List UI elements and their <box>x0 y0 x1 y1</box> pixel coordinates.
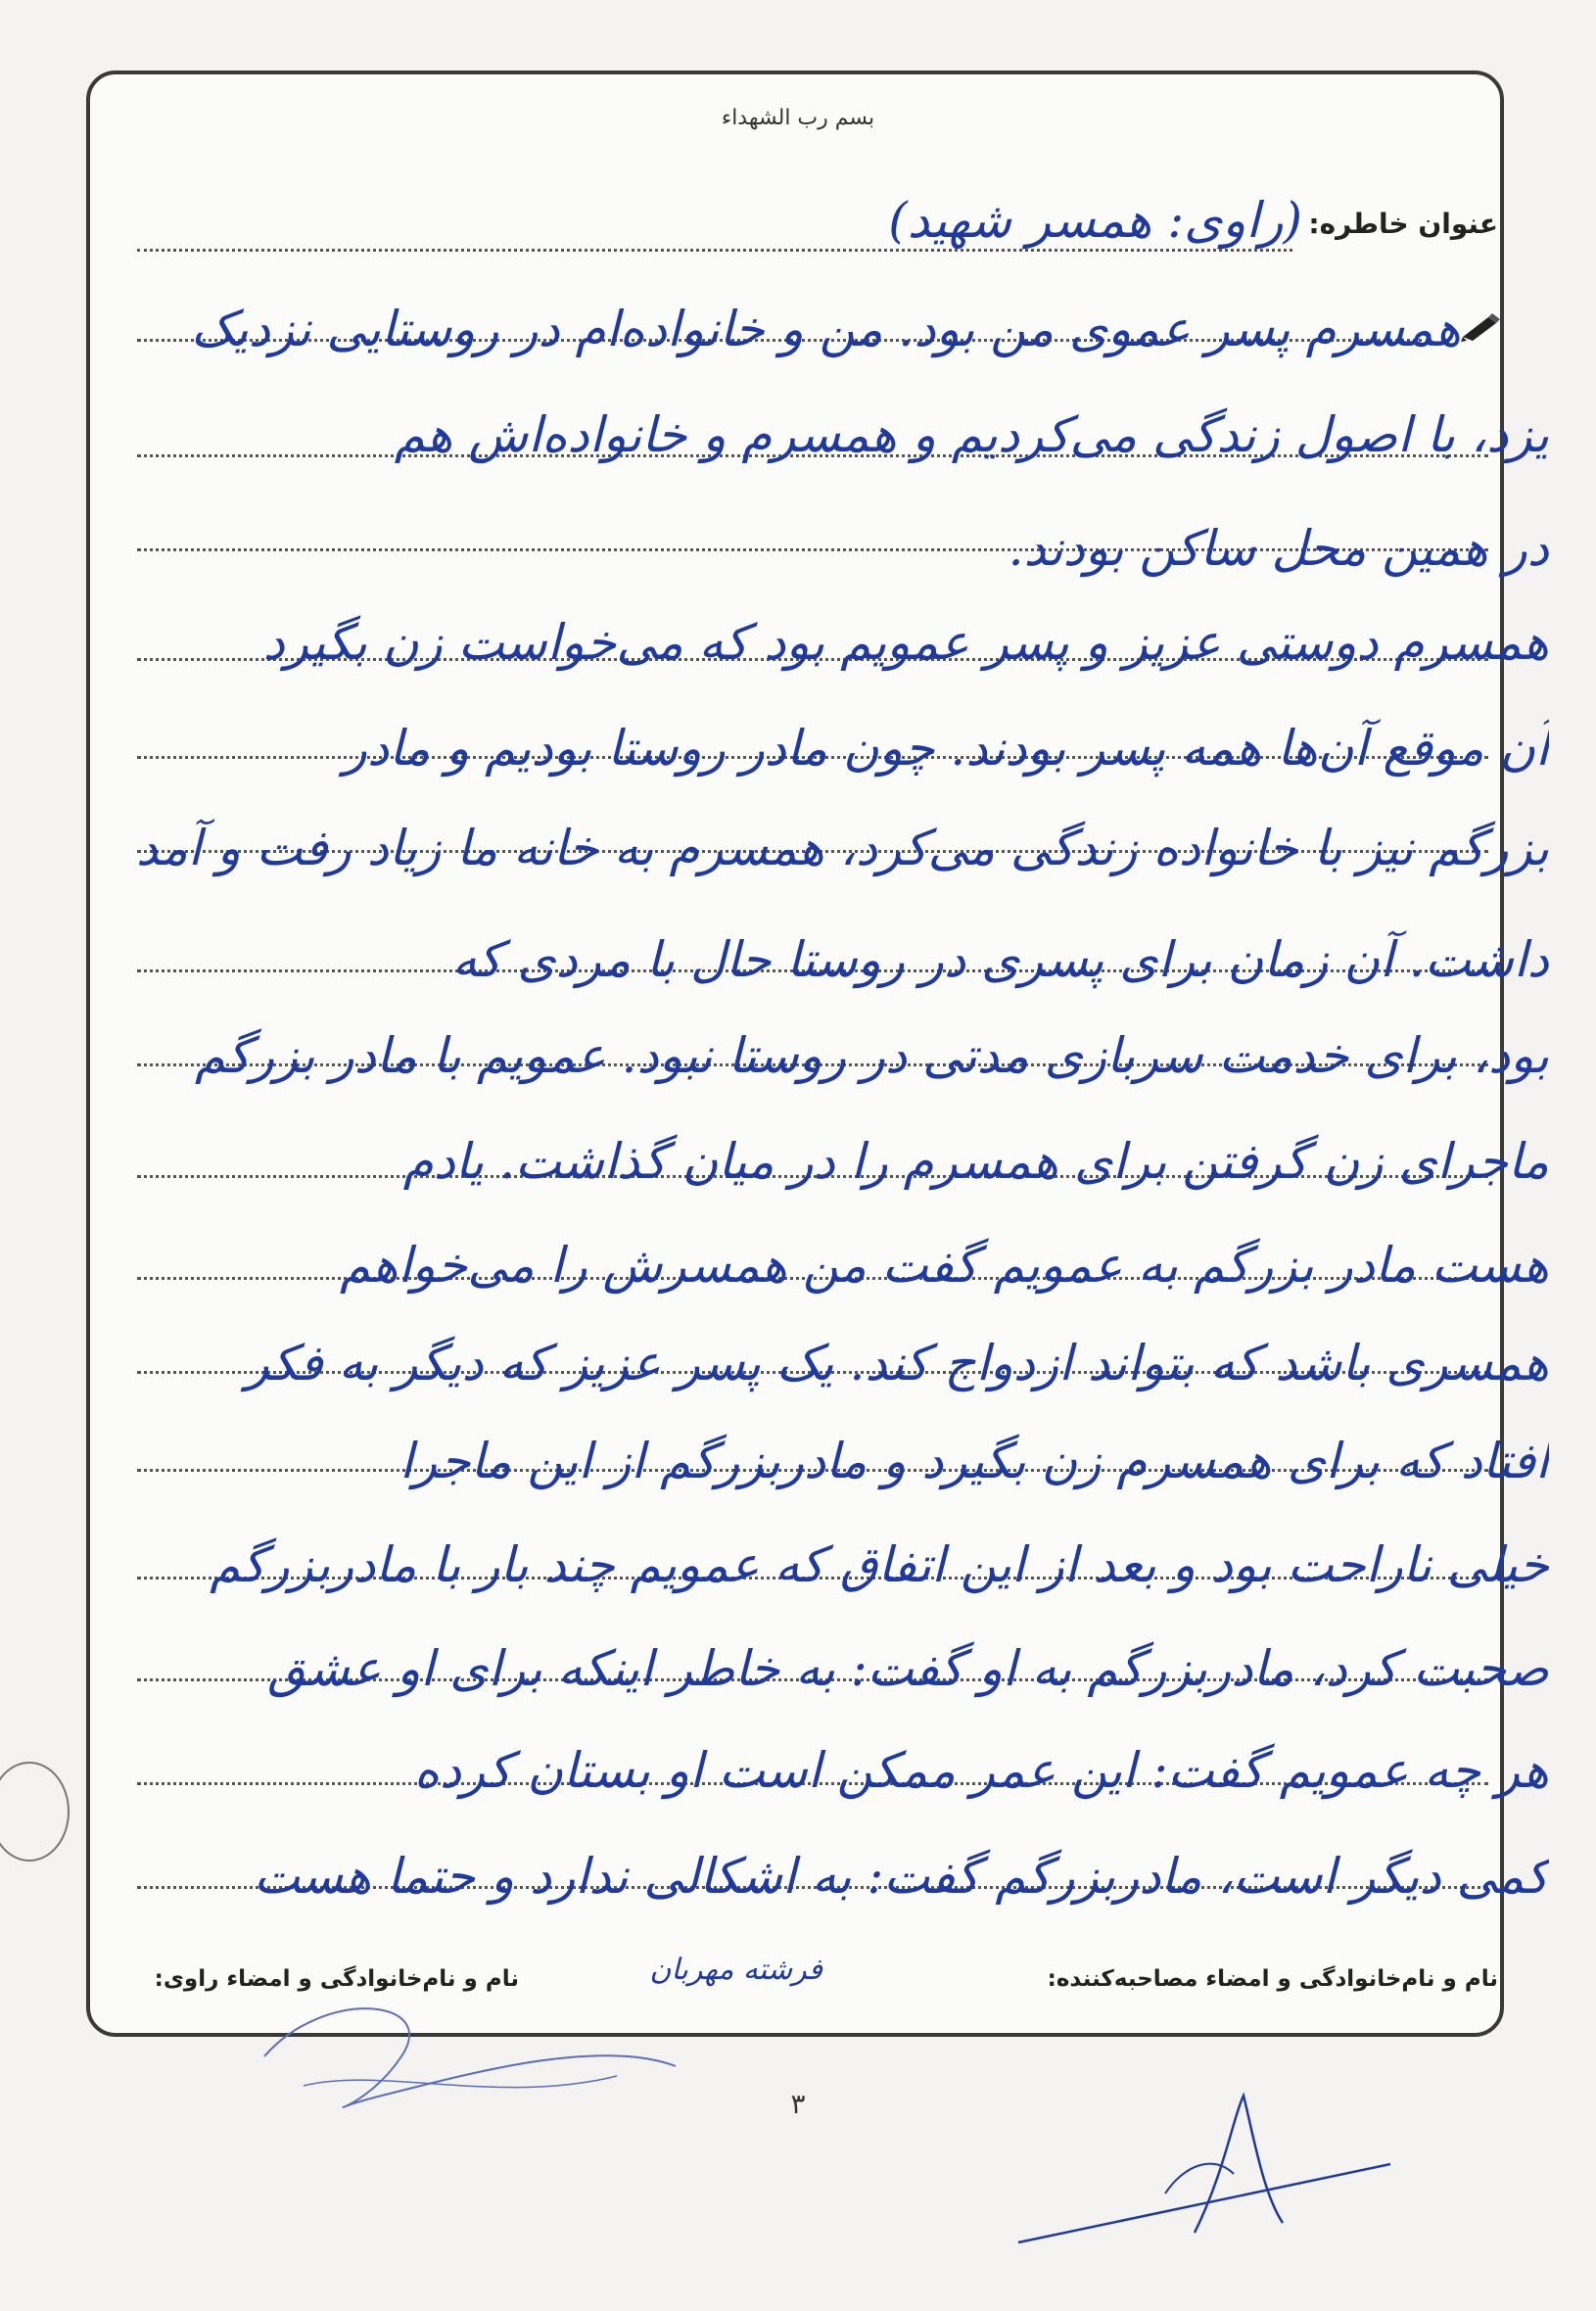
margin-circle-mark <box>0 1753 78 1870</box>
handwritten-line: هر چه عمویم گفت: این عمر ممکن است او بستان کرده <box>413 1742 1549 1799</box>
interviewer-label: نام و نام‌خانوادگی و امضاء مصاحبه‌کننده: <box>1047 1966 1498 1992</box>
interviewer-signature: فرشته مهربان <box>649 1953 822 1987</box>
handwritten-line: کمی دیگر است، مادربزرگم گفت: به اشکالی ندارد و حتما هست <box>254 1848 1549 1905</box>
handwritten-line: داشت. آن زمان برای پسری در روستا حال با مردی که <box>451 931 1549 988</box>
bismillah-heading: بسم رب الشهداء <box>721 106 875 130</box>
handwritten-line: یزد، با اصول زندگی می‌کردیم و همسرم و خانواده‌اش هم <box>394 406 1549 463</box>
title-dotted-line <box>137 249 1292 252</box>
handwritten-line: آن موقع آن‌ها همه پسر بودند. چون مادر روستا بودیم و مادر <box>343 720 1549 777</box>
handwritten-line: در همین محل ساکن بودند. <box>1008 520 1549 577</box>
handwritten-line: افتاد که برای همسرم زن بگیرد و مادربزرگم از این ماجرا <box>399 1433 1549 1489</box>
title-value-handwritten: (راوی: همسر شهید) <box>888 192 1302 249</box>
title-row <box>137 192 1498 262</box>
handwritten-line: صحبت کرد، مادربزرگم به او گفت: به خاطر اینکه برای او عشق <box>267 1640 1549 1697</box>
handwritten-line: همسرم دوستی عزیز و پسر عمویم بود که می‌خواست زن بگیرد <box>262 614 1549 671</box>
handwritten-line: بزرگم نیز با خانواده زندگی می‌کرد، همسرم به خانه ما زیاد رفت و آمد <box>135 820 1549 876</box>
handwritten-line: هست مادر بزرگم به عمویم گفت من همسرش را می‌خواهم <box>339 1237 1549 1294</box>
page-number: ۳ <box>790 2088 806 2120</box>
handwritten-line: خیلی ناراحت بود و بعد از این اتفاق که عمویم چند بار با مادربزرگم <box>210 1536 1549 1593</box>
title-label: عنوان خاطره: <box>1308 208 1498 240</box>
handwritten-line: ماجرای زن گرفتن برای همسرم را در میان گذاشت. یادم <box>402 1133 1549 1190</box>
handwritten-line: همسری باشد که بتواند ازدواج کند. یک پسر عزیز که دیگر به فکر <box>245 1335 1549 1391</box>
handwritten-line: همسرم پسر عموی من بود. من و خانواده‌ام در روستایی نزدیک <box>191 301 1461 357</box>
narrator-label: نام و نام‌خانوادگی و امضاء راوی: <box>154 1966 519 1992</box>
handwritten-line: بود، برای خدمت سربازی مدتی در روستا نبود. عمویم با مادر بزرگم <box>194 1027 1549 1084</box>
